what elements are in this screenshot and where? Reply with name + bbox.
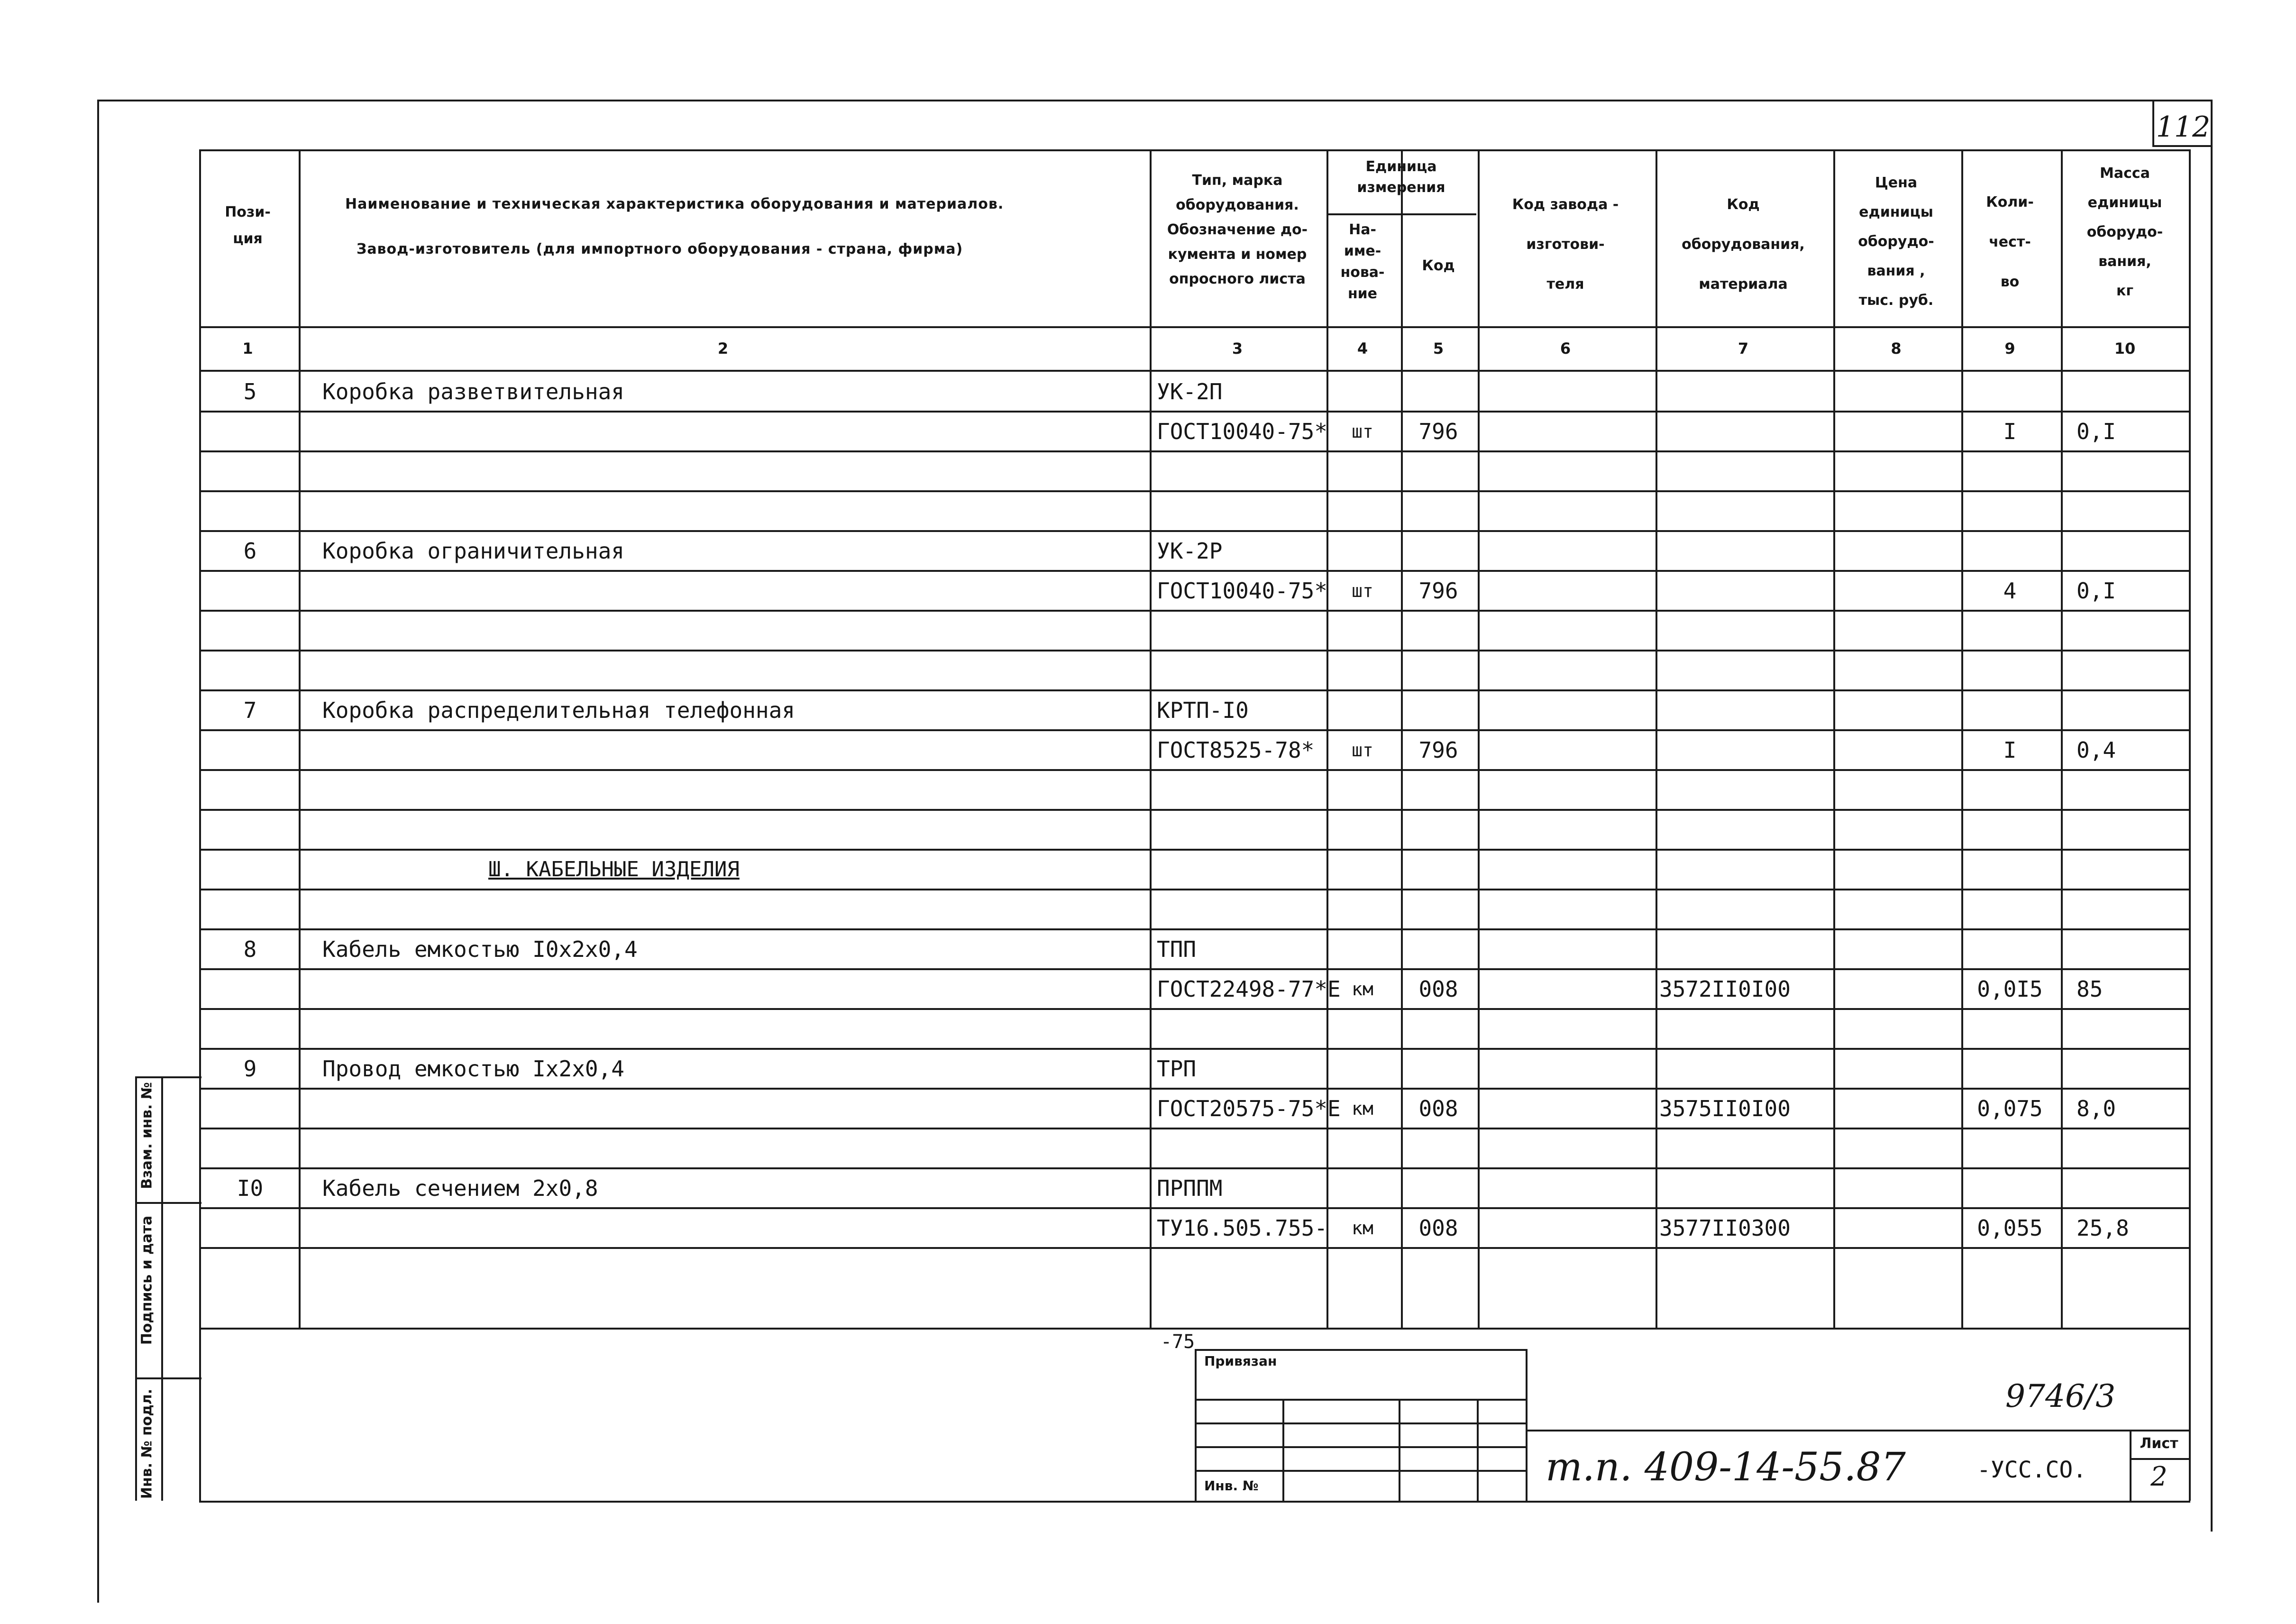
row-unit: шт bbox=[1352, 580, 1373, 601]
row-unit-code: 796 bbox=[1418, 737, 1458, 763]
row-line bbox=[199, 769, 2190, 771]
row-mass: 0,4 bbox=[2076, 737, 2116, 763]
side-strip-div2 bbox=[135, 1377, 201, 1379]
column-divider bbox=[1150, 149, 1152, 1328]
row-line bbox=[199, 809, 2190, 811]
row-line bbox=[199, 450, 2190, 452]
row-line bbox=[199, 650, 2190, 651]
header-factory-code: Код завода - изготови- теля bbox=[1512, 196, 1619, 293]
sheet-number: 2 bbox=[2150, 1461, 2168, 1492]
row-position: 5 bbox=[243, 379, 257, 404]
row-position: I0 bbox=[237, 1175, 264, 1201]
header-equipment-code: Код оборудования, материала bbox=[1682, 196, 1805, 293]
header-name-line2: Завод-изготовитель (для импортного оборудования - страна, фирма) bbox=[357, 241, 963, 257]
row-position: 9 bbox=[243, 1056, 257, 1082]
row-mass: 25,8 bbox=[2076, 1215, 2129, 1241]
row-unit: шт bbox=[1352, 740, 1373, 761]
sheet-mark: 112 bbox=[2156, 110, 2211, 144]
row-line bbox=[199, 490, 2190, 492]
row-name: Коробка ограничительная bbox=[322, 538, 624, 564]
column-divider bbox=[1478, 149, 1480, 1328]
col-number-5: 5 bbox=[1433, 339, 1444, 358]
row-type: КРТП-I0 bbox=[1157, 697, 1249, 723]
row-mass: 0,I bbox=[2076, 419, 2116, 444]
inv-label: Инв. № bbox=[1204, 1478, 1259, 1494]
row-quantity: 0,0I5 bbox=[1977, 976, 2043, 1002]
type-continuation: -75 bbox=[1161, 1331, 1195, 1353]
row-type: ТРП bbox=[1157, 1056, 1197, 1082]
side-label-inv-sub: Инв. № подл. bbox=[138, 1388, 156, 1499]
header-unit-code: Код bbox=[1422, 257, 1455, 274]
row-line bbox=[199, 1128, 2190, 1129]
row-type: ТПП bbox=[1157, 936, 1197, 962]
side-strip-outer bbox=[135, 1076, 137, 1501]
row-unit-code: 796 bbox=[1418, 578, 1458, 604]
row-line bbox=[199, 1008, 2190, 1010]
row-type: ГОСТ10040-75* bbox=[1157, 419, 1328, 444]
col-number-4: 4 bbox=[1357, 339, 1368, 358]
header-mass: Масса единицы оборудо- вания, кг bbox=[2086, 165, 2163, 299]
row-type: УК-2Р bbox=[1157, 538, 1223, 564]
row-quantity: 0,075 bbox=[1977, 1096, 2043, 1121]
row-type: УК-2П bbox=[1157, 379, 1223, 404]
section-heading: Ш. КАБЕЛЬНЫЕ ИЗДЕЛИЯ bbox=[488, 857, 740, 881]
row-type: ГОСТ10040-75* bbox=[1157, 578, 1328, 604]
table-right bbox=[2189, 149, 2191, 1501]
stamp-right bbox=[1526, 1349, 1528, 1501]
row-unit-code: 008 bbox=[1418, 976, 1458, 1002]
project-number: т.п. 409-14-55.87 bbox=[1546, 1445, 1906, 1490]
header-price: Цена единицы оборудо- вания , тыс. руб. bbox=[1858, 174, 1934, 309]
row-quantity: I bbox=[2003, 419, 2017, 444]
row-position: 7 bbox=[243, 697, 257, 723]
stamp-title-line bbox=[1526, 1430, 2189, 1431]
row-type: ГОСТ22498-77*Е bbox=[1157, 976, 1341, 1002]
col-number-10: 10 bbox=[2114, 339, 2136, 358]
row-mass: 8,0 bbox=[2076, 1096, 2116, 1121]
row-name: Кабель емкостью I0х2х0,4 bbox=[322, 936, 638, 962]
row-unit: шт bbox=[1352, 421, 1373, 442]
row-quantity: 0,055 bbox=[1977, 1215, 2043, 1241]
column-divider bbox=[299, 149, 301, 1328]
col-number-2: 2 bbox=[717, 339, 729, 358]
row-quantity: I bbox=[2003, 737, 2017, 763]
side-label-sign-date: Подпись и дата bbox=[138, 1215, 156, 1345]
colnum-bottom bbox=[199, 370, 2190, 372]
bound-label: Привязан bbox=[1204, 1353, 1277, 1369]
row-unit: км bbox=[1352, 1098, 1373, 1119]
row-line bbox=[199, 610, 2190, 612]
frame-top bbox=[97, 100, 2212, 101]
col-number-7: 7 bbox=[1738, 339, 1749, 358]
row-line bbox=[199, 889, 2190, 890]
row-unit-code: 008 bbox=[1418, 1215, 1458, 1241]
row-quantity: 4 bbox=[2003, 578, 2017, 604]
stamp-left bbox=[1195, 1349, 1197, 1501]
col-number-1: 1 bbox=[242, 339, 253, 358]
stamp-col-line bbox=[1399, 1399, 1400, 1501]
row-mass: 0,I bbox=[2076, 578, 2116, 604]
row-equipment-code: 3575II0I00 bbox=[1659, 1096, 1791, 1121]
document-suffix: -УСС.СО. bbox=[1977, 1457, 2087, 1483]
row-unit: км bbox=[1352, 979, 1373, 1000]
row-type: ГОСТ20575-75*Е bbox=[1157, 1096, 1341, 1121]
row-type: ПРППМ bbox=[1157, 1175, 1223, 1201]
header-type: Тип, марка оборудования. Обозначение до- кумента и номер опросного листа bbox=[1167, 172, 1308, 287]
row-type: ГОСТ8525-78* bbox=[1157, 737, 1315, 763]
row-unit-code: 008 bbox=[1418, 1096, 1458, 1121]
row-unit: км bbox=[1352, 1218, 1373, 1239]
side-strip-top bbox=[135, 1076, 201, 1078]
side-strip-div1 bbox=[135, 1202, 201, 1204]
frame-right bbox=[2211, 100, 2213, 1532]
row-line bbox=[199, 1247, 2190, 1249]
column-divider bbox=[2061, 149, 2063, 1328]
header-top bbox=[199, 149, 2190, 151]
col-number-3: 3 bbox=[1232, 339, 1243, 358]
row-name: Провод емкостью Iх2х0,4 bbox=[322, 1056, 624, 1082]
row-mass: 85 bbox=[2076, 976, 2103, 1002]
sheet-label: Лист bbox=[2140, 1435, 2178, 1452]
row-name: Коробка разветвительная bbox=[322, 379, 624, 404]
stamp-col-line bbox=[1282, 1399, 1284, 1501]
header-unit-name: На- име- нова- ние bbox=[1340, 221, 1385, 302]
header-position: Пози- ция bbox=[225, 204, 271, 247]
row-equipment-code: 3577II0300 bbox=[1659, 1215, 1791, 1241]
col-number-8: 8 bbox=[1891, 339, 1902, 358]
side-strip-inner bbox=[161, 1076, 163, 1501]
row-name: Кабель сечением 2х0,8 bbox=[322, 1175, 598, 1201]
page-bottom bbox=[199, 1501, 2190, 1503]
row-position: 6 bbox=[243, 538, 257, 564]
row-unit-code: 796 bbox=[1418, 419, 1458, 444]
row-name: Коробка распределительная телефонная bbox=[322, 697, 795, 723]
row-type: ТУ16.505.755- bbox=[1157, 1215, 1328, 1241]
column-divider bbox=[1656, 149, 1657, 1328]
row-position: 8 bbox=[243, 936, 257, 962]
col-number-9: 9 bbox=[2004, 339, 2015, 358]
header-quantity: Коли- чест- во bbox=[1986, 194, 2034, 290]
frame-left-top bbox=[97, 100, 99, 1603]
column-divider bbox=[1833, 149, 1835, 1328]
side-label-vzam: Взам. инв. № bbox=[138, 1082, 156, 1189]
header-name-line1: Наименование и техническая характеристика оборудования и материалов. bbox=[345, 196, 1004, 212]
doc-number: 9746/3 bbox=[2005, 1378, 2116, 1414]
col-number-6: 6 bbox=[1560, 339, 1571, 358]
header-unit: Единица измерения bbox=[1357, 158, 1445, 196]
row-equipment-code: 3572II0I00 bbox=[1659, 976, 1791, 1002]
stamp-col-line bbox=[1477, 1399, 1479, 1501]
